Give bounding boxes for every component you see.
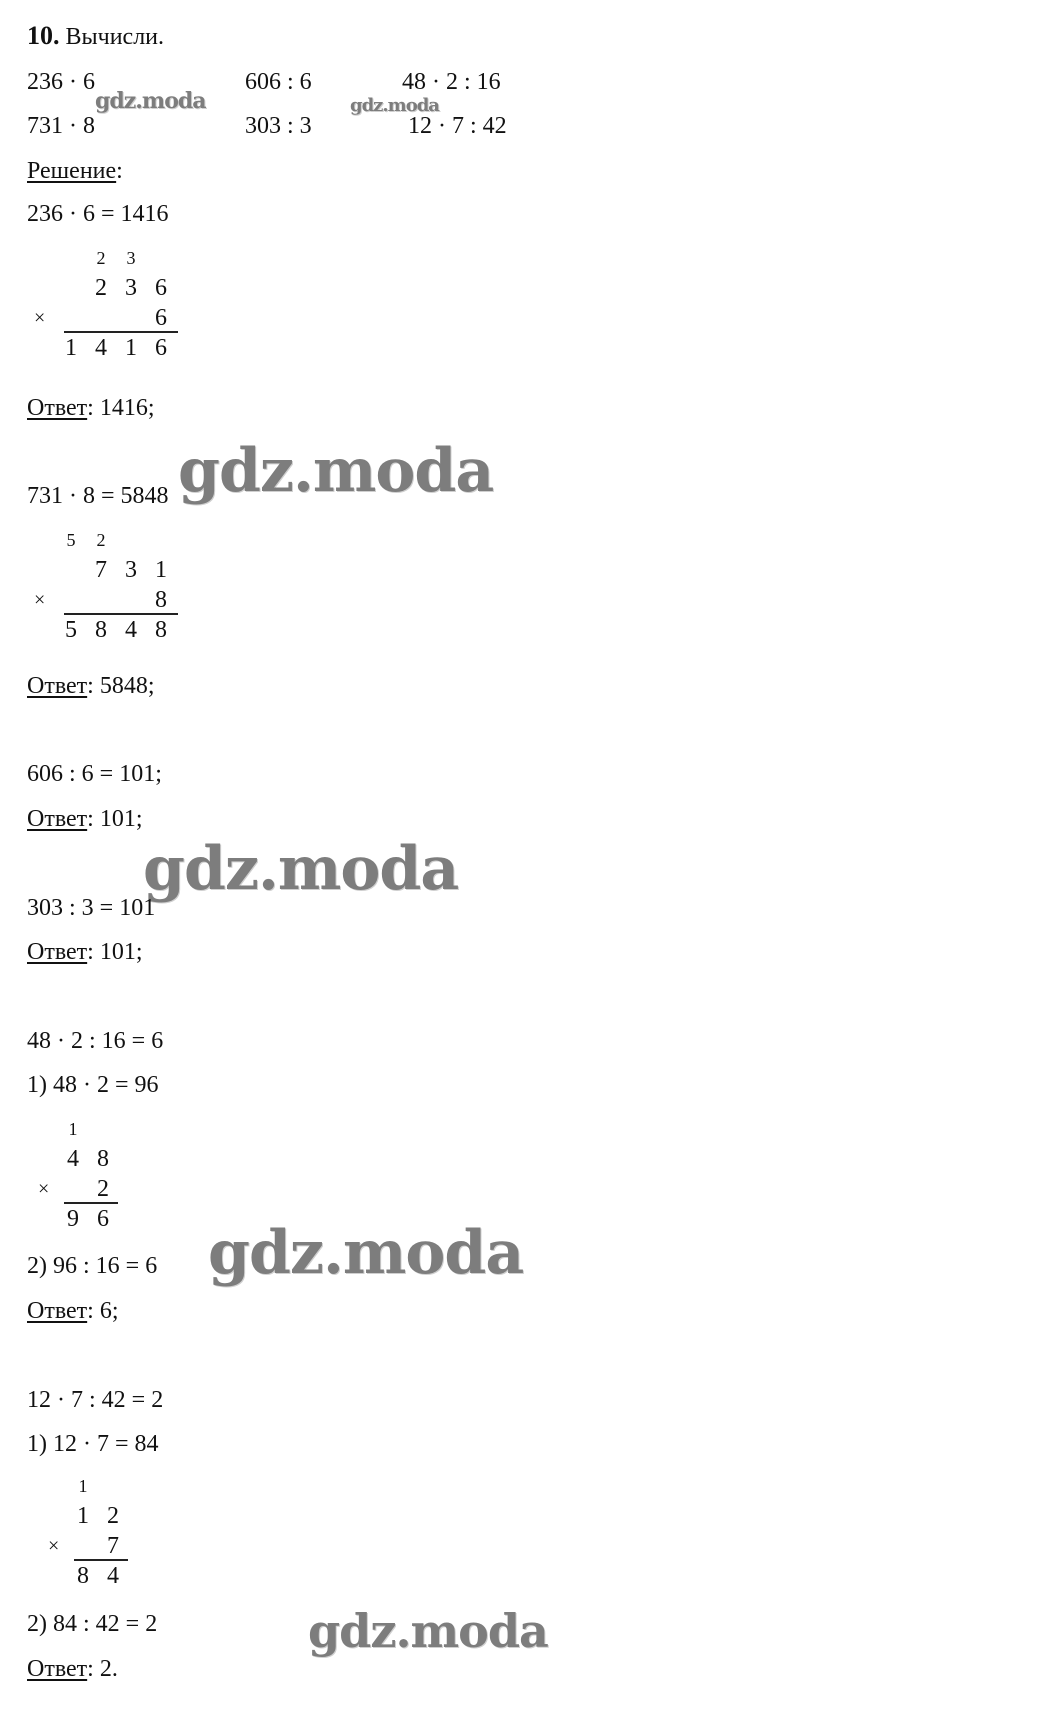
equation-5: 48 · 2 : 16 = 6: [27, 1028, 164, 1054]
answer-4: Ответ: 101;: [27, 939, 143, 965]
solution-label: Решение:: [27, 158, 123, 184]
times-sign: ×: [34, 307, 46, 329]
watermark: gdz.moda: [350, 95, 439, 116]
watermark: gdz.moda: [95, 88, 206, 114]
times-sign: ×: [34, 589, 46, 611]
exercise-title: Вычисли.: [65, 24, 165, 50]
answer-6: Ответ: 2.: [27, 1656, 118, 1682]
task-6: 12 · 7 : 42: [408, 113, 507, 139]
watermark: gdz.moda: [308, 1604, 548, 1658]
column-multiplication-5: 1 4 8 × 2 9 6: [34, 1114, 144, 1234]
equation-4: 303 : 3 = 101: [27, 895, 156, 921]
task-2: 606 : 6: [245, 69, 312, 95]
column-multiplication-6: 1 1 2 × 7 8 4: [44, 1471, 154, 1591]
task-4: 731 · 8: [27, 113, 95, 139]
watermark: gdz.moda: [178, 436, 494, 506]
equation-3: 606 : 6 = 101;: [27, 761, 162, 787]
answer-2: Ответ: 5848;: [27, 673, 155, 699]
equation-2: 731 · 8 = 5848: [27, 483, 169, 509]
answer-1: Ответ: 1416;: [27, 395, 155, 421]
answer-5: Ответ: 6;: [27, 1298, 119, 1324]
watermark: gdz.moda: [208, 1218, 524, 1288]
watermark: gdz.moda: [143, 834, 459, 904]
exercise-heading: [27, 22, 164, 51]
answer-3: Ответ: 101;: [27, 806, 143, 832]
equation-1: 236 · 6 = 1416: [27, 201, 169, 227]
task-3: 48 · 2 : 16: [402, 69, 501, 95]
step-6-1: 1) 12 · 7 = 84: [27, 1431, 159, 1457]
task-1: 236 · 6: [27, 69, 95, 95]
step-5-2: 2) 96 : 16 = 6: [27, 1253, 158, 1279]
times-sign: ×: [38, 1178, 50, 1200]
times-sign: ×: [48, 1535, 60, 1557]
column-multiplication-2: 5 2 7 3 1 × 8 5 8 4 8: [34, 525, 184, 645]
equation-6: 12 · 7 : 42 = 2: [27, 1387, 164, 1413]
column-multiplication-1: 2 3 2 3 6 × 6 1 4 1 6: [34, 243, 184, 363]
step-6-2: 2) 84 : 42 = 2: [27, 1611, 158, 1637]
step-5-1: 1) 48 · 2 = 96: [27, 1072, 159, 1098]
task-5: 303 : 3: [245, 113, 312, 139]
exercise-number: 10.: [27, 21, 60, 50]
